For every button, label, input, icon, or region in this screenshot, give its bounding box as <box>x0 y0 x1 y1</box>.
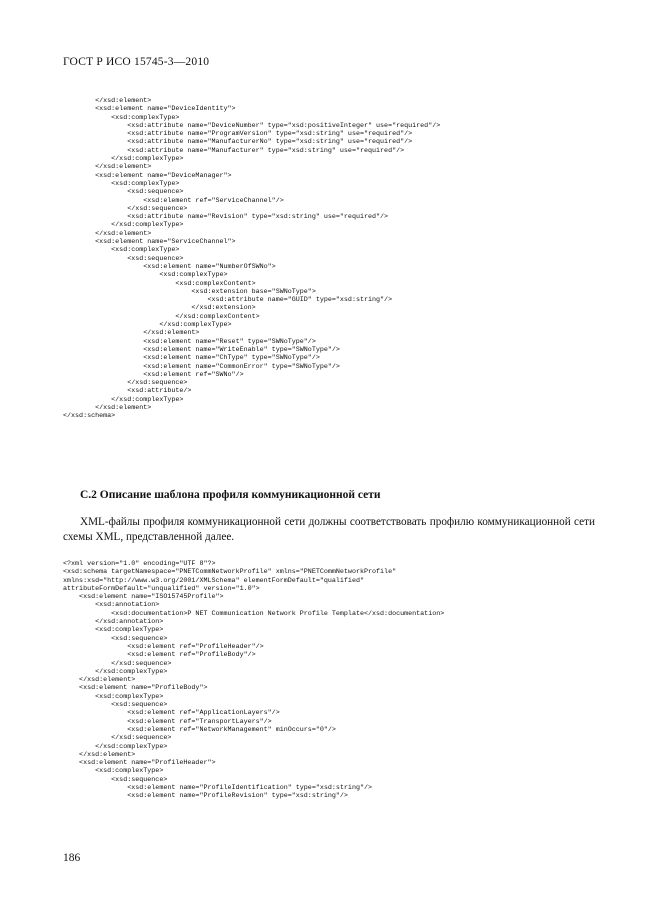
page-header: ГОСТ Р ИСО 15745-3—2010 <box>63 56 210 68</box>
xml-schema-code-network-profile: <?xml version="1.0" encoding="UTF 8"?> <xsd:schema targetNamespace="PNETCommNetworkProfile" xmlns="PNETCommNetworkProfile" xmlns:xsd="http://www.w3.org/2001/XMLSchema" elementFormDefault="qualified" attributeFormDefault="unqualified" version="1.0"> <xsd:element name="ISO15745Profile"> <xsd:annotation> <xsd:documentation>P NET Communication Network Profile Template</xsd:documentation> </xsd:annotation> <xsd:complexType> <xsd:sequence> <xsd:element ref="ProfileHeader"/> <xsd:element ref="ProfileBody"/> </xsd:sequence> </xsd:complexType> </xsd:element> <xsd:element name="ProfileBody"> <xsd:complexType> <xsd:sequence> <xsd:element ref="ApplicationLayers"/> <xsd:element ref="TransportLayers"/> <xsd:element ref="NetworkManagement" minOccurs="0"/> </xsd:sequence> </xsd:complexType> </xsd:element> <xsd:element name="ProfileHeader"> <xsd:complexType> <xsd:sequence> <xsd:element name="ProfileIdentification" type="xsd:string"/> <xsd:element name="ProfileRevision" type="xsd:string"/> <box>63 560 445 801</box>
xml-schema-code-continued: </xsd:element> <xsd:element name="DeviceIdentity"> <xsd:complexType> <xsd:attribute name="DeviceNumber" type="xsd:positiveInteger" use="required"/> <xsd:attribute name="ProgramVersion" type="xsd:string" use="required"/> <xsd:attribute name="ManufacturerNo" type="xsd:string" use="required"/> <xsd:attribute name="Manufacturer" type="xsd:string" use="required"/> </xsd:complexType> </xsd:element> <xsd:element name="DeviceManager"> <xsd:complexType> <xsd:sequence> <xsd:element ref="ServiceChannel"/> </xsd:sequence> <xsd:attribute name="Revision" type="xsd:string" use="required"/> </xsd:complexType> </xsd:element> <xsd:element name="ServiceChannel"> <xsd:complexType> <xsd:sequence> <xsd:element name="NumberOfSWNo"> <xsd:complexType> <xsd:complexContent> <xsd:extension base="SWNoType"> <xsd:attribute name="GUID" type="xsd:string"/> </xsd:extension> </xsd:complexContent> </xsd:complexType> </xsd:element> <xsd:element name="Reset" type="SWNoType"/> <xsd:element name="WriteEnable" type="SWNoType"/> <xsd:element name="ChType" type="SWNoType"/> <xsd:element name="CommonError" type="SWNoType"/> <xsd:element ref="SWNo"/> </xsd:sequence> <xsd:attribute/> </xsd:complexType> </xsd:element> </xsd:schema> <box>63 97 441 421</box>
section-paragraph: XML-файлы профиля коммуникационной сети должны соответствовать профилю коммуникационной сети схемы XML, представленной далее. <box>63 516 595 543</box>
section-heading: С.2 Описание шаблона профиля коммуникационной сети <box>80 489 381 501</box>
page-number: 186 <box>63 852 81 864</box>
